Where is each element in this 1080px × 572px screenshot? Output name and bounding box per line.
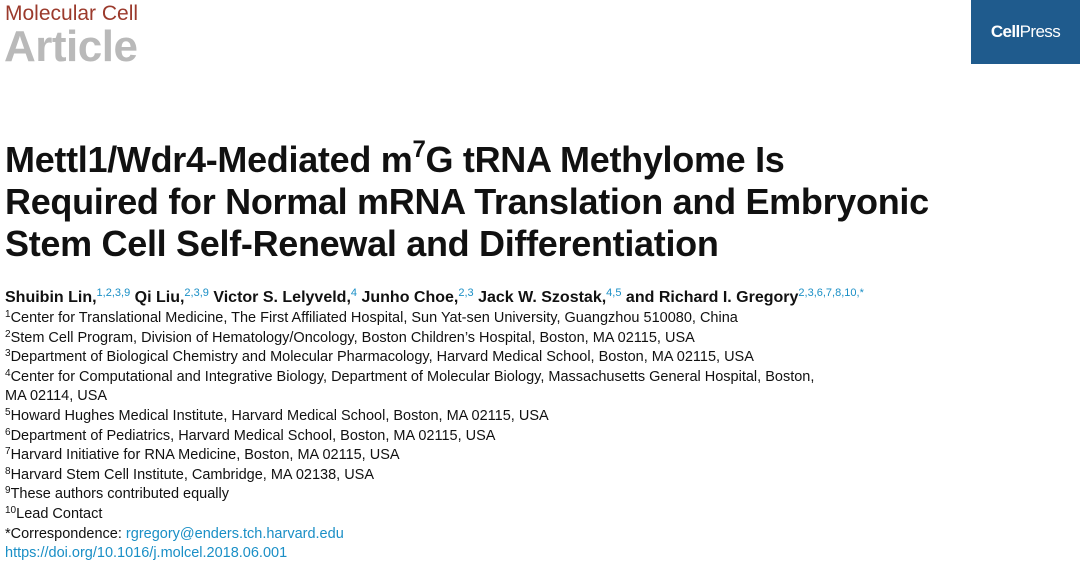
author <box>626 289 864 306</box>
logo-part-cell: Cell <box>990 22 1020 41</box>
affiliation-item <box>5 329 1005 349</box>
affiliation-list <box>5 309 1005 564</box>
author-name: Jack W. Szostak, <box>478 289 607 306</box>
affiliation-item <box>5 348 1005 368</box>
author-name: Qi Liu, <box>134 289 185 306</box>
correspondence-email-link[interactable]: rgregory@enders.tch.harvard.edu <box>125 525 344 542</box>
author-affiliation-marks[interactable]: 2,3 <box>458 287 474 299</box>
author <box>478 289 621 306</box>
publisher-logo-box[interactable] <box>971 0 1080 64</box>
title-line-1-start: Mettl1/Wdr4-Mediated m <box>5 139 413 180</box>
author-name: Victor S. Lelyveld, <box>213 289 351 306</box>
affiliation-text: Howard Hughes Medical Institute, Harvard Medical School, Boston, MA 02115, USA <box>10 407 549 424</box>
author-list <box>5 287 864 309</box>
article-title <box>5 136 1045 265</box>
affiliation-text: Lead Contact <box>16 505 103 522</box>
author <box>5 289 130 306</box>
affiliation-number: 8 <box>5 465 11 477</box>
affiliation-text: Harvard Stem Cell Institute, Cambridge, MA 02138, USA <box>10 466 375 483</box>
affiliation-text: Stem Cell Program, Division of Hematology/Oncology, Boston Children’s Hospital, Boston, MA 02115, USA <box>10 329 695 346</box>
author-affiliation-marks[interactable]: 2,3,6,7,8,10, <box>798 287 860 299</box>
cellpress-logo <box>991 22 1060 42</box>
affiliation-item <box>5 309 1005 329</box>
author <box>213 289 357 306</box>
correspondence-label: *Correspondence: <box>5 525 126 542</box>
author-affiliation-marks[interactable]: 4,5 <box>606 287 622 299</box>
affiliation-text: These authors contributed equally <box>10 486 230 503</box>
affiliation-number: 3 <box>5 348 11 360</box>
affiliation-number: 9 <box>5 485 11 497</box>
affiliation-text: Center for Translational Medicine, The First Affiliated Hospital, Sun Yat-sen University, Guangzhou 510080, China <box>10 310 738 326</box>
affiliation-number: 1 <box>5 309 11 320</box>
author-name: Shuibin Lin, <box>5 289 97 306</box>
title-line-2: Required for Normal mRNA Translation and Embryonic <box>5 181 929 222</box>
correspondence-line <box>5 525 1005 545</box>
author-affiliation-marks[interactable]: 1,2,3,9 <box>96 287 131 299</box>
affiliation-number: 6 <box>5 426 11 438</box>
affiliation-item <box>5 466 1005 486</box>
affiliation-text: MA 02114, USA <box>5 388 108 405</box>
affiliation-number: 10 <box>5 504 17 516</box>
author-affiliation-marks[interactable]: 2,3,9 <box>184 287 209 299</box>
affiliation-text: Harvard Initiative for RNA Medicine, Boston, MA 02115, USA <box>10 447 400 464</box>
title-line-3: Stem Cell Self-Renewal and Differentiation <box>5 223 719 264</box>
affiliation-text: Center for Computational and Integrative Biology, Department of Molecular Biology, Massachusetts General Hospital, Boston, <box>10 368 815 385</box>
article-type-label: Article <box>4 22 138 71</box>
affiliation-number: 7 <box>5 446 11 458</box>
affiliation-item <box>5 505 1005 525</box>
affiliation-number: 2 <box>5 328 11 340</box>
affiliation-number: 4 <box>5 367 11 379</box>
affiliation-item-continued <box>5 387 1005 407</box>
affiliation-item <box>5 485 1005 505</box>
affiliation-number: 5 <box>5 406 11 418</box>
affiliation-item <box>5 446 1005 466</box>
title-line-1-end: G tRNA Methylome Is <box>425 139 785 180</box>
logo-part-press: Press <box>1019 22 1061 41</box>
affiliation-text: Department of Pediatrics, Harvard Medical School, Boston, MA 02115, USA <box>10 427 496 444</box>
author-name: Junho Choe, <box>361 289 459 306</box>
doi-link[interactable]: https://doi.org/10.1016/j.molcel.2018.06.001 <box>5 545 288 562</box>
affiliation-item <box>5 368 1005 388</box>
author <box>361 289 473 306</box>
affiliation-item <box>5 427 1005 447</box>
title-superscript: 7 <box>412 136 426 163</box>
author <box>135 289 209 306</box>
author-affiliation-marks[interactable]: 4 <box>350 287 358 299</box>
doi-line <box>5 544 1005 564</box>
corresponding-author-mark[interactable]: * <box>859 287 864 299</box>
affiliation-item <box>5 407 1005 427</box>
journal-name: Molecular Cell <box>5 2 139 25</box>
author-name: and Richard I. Gregory <box>625 289 799 306</box>
affiliation-text: Department of Biological Chemistry and Molecular Pharmacology, Harvard Medical School, Boston, MA 02115, USA <box>10 349 754 366</box>
title-line-1 <box>5 136 1045 181</box>
